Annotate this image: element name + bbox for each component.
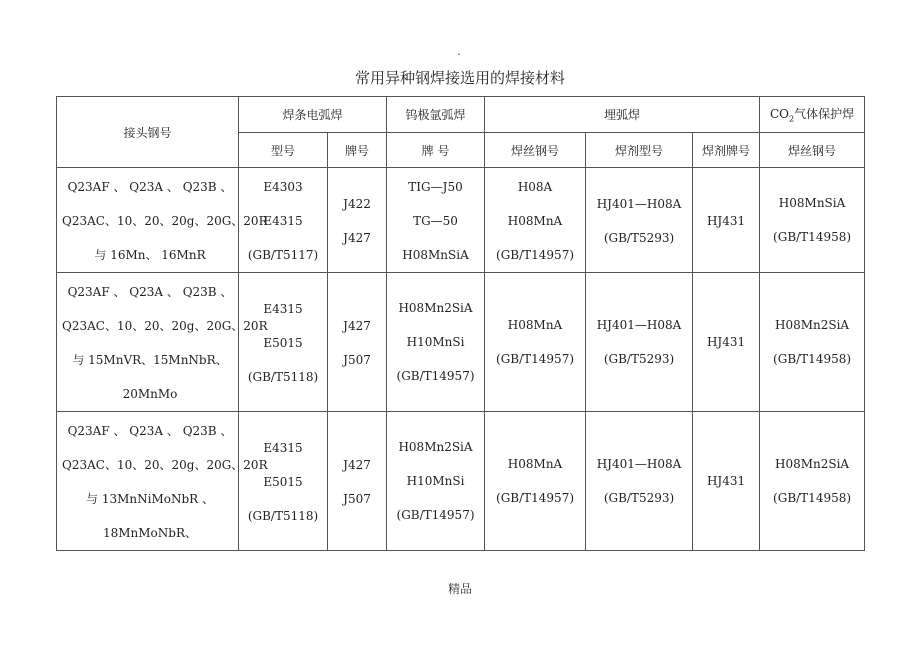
tig-cell: TIG—J50 TG—50 H08MnSiA xyxy=(387,168,485,273)
flux-model-cell: HJ401—H08A (GB/T5293) xyxy=(586,412,693,551)
flux-model-cell: HJ401—H08A (GB/T5293) xyxy=(586,168,693,273)
co2-wire-cell: H08Mn2SiA (GB/T14958) xyxy=(760,273,865,412)
wire-steel-cell: H08MnA (GB/T14957) xyxy=(485,273,586,412)
model-cell: E4315 E5015 (GB/T5118) xyxy=(239,412,328,551)
table-row xyxy=(57,273,865,412)
header-tig-grade: 牌 号 xyxy=(387,133,485,168)
header-submerged-arc-welding: 埋弧焊 xyxy=(485,97,760,133)
page-footer: 精品 xyxy=(447,582,472,596)
model-cell: E4315 E5015 (GB/T5118) xyxy=(239,273,328,412)
tig-cell: H08Mn2SiA H10MnSi (GB/T14957) xyxy=(387,273,485,412)
header-flux-model: 焊剂型号 xyxy=(586,133,693,168)
welding-materials-table xyxy=(56,96,865,551)
header-flux-grade: 焊剂牌号 xyxy=(693,133,760,168)
joint-steel-cell: Q23AF 、 Q23A 、 Q23B 、 Q23AC、10、20、20g、20G、20R 与 16Mn、 16MnR xyxy=(57,168,239,273)
header-joint-steel: 接头钢号 xyxy=(57,97,239,168)
header-co2-welding: $CO_2$气体保护焊 xyxy=(760,97,865,133)
tig-cell: H08Mn2SiA H10MnSi (GB/T14957) xyxy=(387,412,485,551)
header-electrode-arc-welding: 焊条电弧焊 xyxy=(239,97,387,133)
flux-model-cell: HJ401—H08A (GB/T5293) xyxy=(586,273,693,412)
joint-steel-cell: Q23AF 、 Q23A 、 Q23B 、 Q23AC、10、20、20g、20G、20R 与 15MnVR、15MnNbR、 20MnMo xyxy=(57,273,239,412)
table-row xyxy=(57,412,865,551)
wire-steel-cell: H08A H08MnA (GB/T14957) xyxy=(485,168,586,273)
co2-wire-cell: H08Mn2SiA (GB/T14958) xyxy=(760,412,865,551)
document-title: 常用异种钢焊接选用的焊接材料 xyxy=(354,69,565,87)
joint-steel-cell: Q23AF 、 Q23A 、 Q23B 、 Q23AC、10、20、20g、20G、20R 与 13MnNiMoNbR 、 18MnMoNbR、 xyxy=(57,412,239,551)
header-tig-welding: 钨极氩弧焊 xyxy=(387,97,485,133)
top-mark: . xyxy=(457,44,461,58)
model-cell: E4303 E4315 (GB/T5117) xyxy=(239,168,328,273)
grade-cell: J427 J507 xyxy=(328,273,387,412)
wire-steel-cell: H08MnA (GB/T14957) xyxy=(485,412,586,551)
header-co2-wire: 焊丝钢号 xyxy=(760,133,865,168)
table-row xyxy=(57,168,865,273)
flux-grade-cell: HJ431 xyxy=(693,168,760,273)
flux-grade-cell: HJ431 xyxy=(693,273,760,412)
header-grade: 牌号 xyxy=(328,133,387,168)
header-model: 型号 xyxy=(239,133,328,168)
grade-cell: J422 J427 xyxy=(328,168,387,273)
flux-grade-cell: HJ431 xyxy=(693,412,760,551)
grade-cell: J427 J507 xyxy=(328,412,387,551)
header-wire-steel: 焊丝钢号 xyxy=(485,133,586,168)
co2-wire-cell: H08MnSiA (GB/T14958) xyxy=(760,168,865,273)
